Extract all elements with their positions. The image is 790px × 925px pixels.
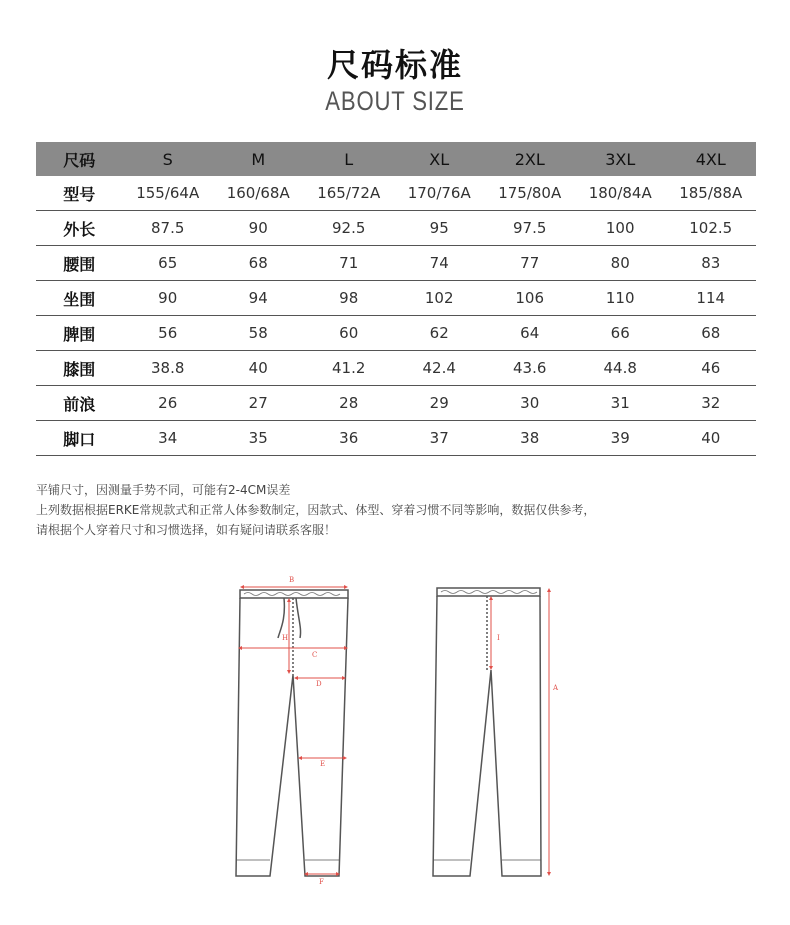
size-notes	[36, 480, 766, 540]
value-cell: 38	[484, 421, 575, 456]
value-cell: 71	[303, 246, 394, 281]
value-cell: 36	[303, 421, 394, 456]
size-chart-table	[36, 142, 756, 456]
value-cell: 35	[213, 421, 304, 456]
front-pants-outline	[236, 590, 348, 876]
value-cell: 60	[303, 316, 394, 351]
value-cell: 94	[213, 281, 304, 316]
value-cell: 90	[213, 211, 304, 246]
header-cell: 尺码	[63, 150, 96, 170]
header-cell: M	[251, 149, 266, 169]
value-cell: 56	[122, 316, 213, 351]
label-e: E	[320, 760, 326, 768]
value-cell: 32	[665, 386, 756, 421]
value-cell: 40	[665, 421, 756, 456]
value-cell: 40	[213, 351, 304, 386]
value-cell: 43.6	[484, 351, 575, 386]
value-cell: 26	[122, 386, 213, 421]
value-cell: 30	[484, 386, 575, 421]
row-label-cell: 型号	[36, 176, 122, 211]
measurement-diagram	[0, 560, 790, 890]
value-cell: 62	[394, 316, 485, 351]
value-cell: 80	[575, 246, 666, 281]
value-cell: 90	[122, 281, 213, 316]
page-subtitle: ABOUT SIZE	[325, 86, 465, 116]
value-cell: 100	[575, 211, 666, 246]
value-cell: 37	[394, 421, 485, 456]
value-cell: 180/84A	[575, 176, 666, 211]
value-cell: 114	[665, 281, 756, 316]
value-cell: 170/76A	[394, 176, 485, 211]
label-h: H	[282, 634, 289, 642]
row-label-cell: 前浪	[36, 386, 122, 421]
value-cell: 74	[394, 246, 485, 281]
value-cell: 44.8	[575, 351, 666, 386]
value-cell: 155/64A	[122, 176, 213, 211]
value-cell: 66	[575, 316, 666, 351]
value-cell: 68	[213, 246, 304, 281]
back-pants-outline	[433, 588, 541, 876]
table-row	[36, 316, 756, 351]
label-c: C	[312, 651, 318, 659]
value-cell: 110	[575, 281, 666, 316]
value-cell: 165/72A	[303, 176, 394, 211]
table-row	[36, 211, 756, 246]
back-waist-pattern	[441, 591, 537, 594]
header-cell: 4XL	[695, 149, 726, 169]
value-cell: 87.5	[122, 211, 213, 246]
row-label-cell: 脚口	[36, 421, 122, 456]
label-i: I	[497, 634, 500, 642]
value-cell: 46	[665, 351, 756, 386]
front-waist-pattern	[244, 593, 340, 596]
table-row	[36, 421, 756, 456]
value-cell: 29	[394, 386, 485, 421]
value-cell: 28	[303, 386, 394, 421]
header-cell: L	[344, 149, 354, 169]
value-cell: 27	[213, 386, 304, 421]
value-cell: 185/88A	[665, 176, 756, 211]
note-line: 请根据个人穿着尺寸和习惯选择，如有疑问请联系客服！	[36, 523, 337, 537]
row-label-cell: 腰围	[36, 246, 122, 281]
table-row	[36, 281, 756, 316]
header-cell: S	[162, 149, 173, 169]
header-cell: 3XL	[605, 149, 636, 169]
label-d: D	[316, 680, 322, 688]
value-cell: 95	[394, 211, 485, 246]
row-label-cell: 外长	[36, 211, 122, 246]
value-cell: 160/68A	[213, 176, 304, 211]
value-cell: 97.5	[484, 211, 575, 246]
value-cell: 64	[484, 316, 575, 351]
header-cell: 2XL	[514, 149, 545, 169]
value-cell: 102.5	[665, 211, 756, 246]
row-label-cell: 坐围	[36, 281, 122, 316]
table-row	[36, 386, 756, 421]
table-row	[36, 351, 756, 386]
value-cell: 39	[575, 421, 666, 456]
note-line: 上列数据根据ERKE常规款式和正常人体参数制定，因款式、体型、穿着习惯不同等影响，数据仅供参考，	[36, 503, 596, 517]
header-cell: XL	[429, 149, 450, 169]
row-label-cell: 脾围	[36, 316, 122, 351]
table-header-row	[36, 142, 756, 176]
value-cell: 77	[484, 246, 575, 281]
label-a: A	[553, 684, 559, 692]
value-cell: 38.8	[122, 351, 213, 386]
value-cell: 68	[665, 316, 756, 351]
table-row	[36, 176, 756, 211]
value-cell: 83	[665, 246, 756, 281]
value-cell: 41.2	[303, 351, 394, 386]
label-b: B	[289, 576, 295, 584]
value-cell: 92.5	[303, 211, 394, 246]
row-label-cell: 膝围	[36, 351, 122, 386]
value-cell: 58	[213, 316, 304, 351]
value-cell: 31	[575, 386, 666, 421]
page-title: 尺码标准	[326, 46, 463, 84]
value-cell: 175/80A	[484, 176, 575, 211]
note-line: 平铺尺寸，因测量手势不同，可能有2-4CM误差	[36, 483, 291, 497]
table-row	[36, 246, 756, 281]
value-cell: 65	[122, 246, 213, 281]
value-cell: 102	[394, 281, 485, 316]
label-f: F	[319, 878, 324, 886]
value-cell: 34	[122, 421, 213, 456]
value-cell: 106	[484, 281, 575, 316]
value-cell: 42.4	[394, 351, 485, 386]
value-cell: 98	[303, 281, 394, 316]
